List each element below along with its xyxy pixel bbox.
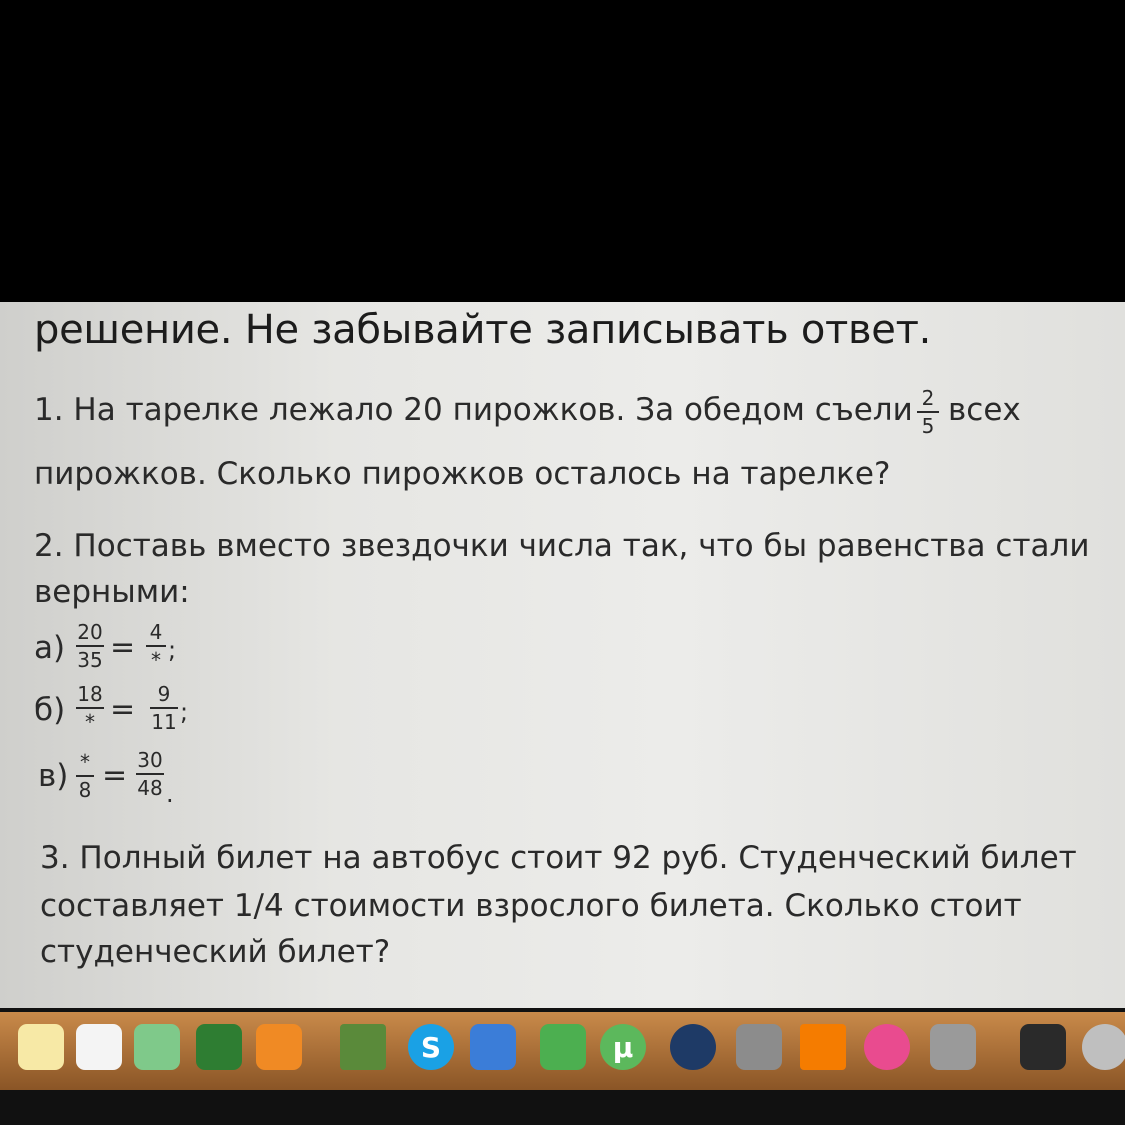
facetime-icon[interactable]: [540, 1024, 586, 1070]
safari-icon[interactable]: [1082, 1024, 1125, 1070]
task1-fraction: [917, 388, 939, 436]
equals-sign: =: [110, 692, 136, 727]
fraction-bar: [150, 707, 178, 709]
notes-icon[interactable]: [18, 1024, 64, 1070]
pages-icon[interactable]: [256, 1024, 302, 1070]
fraction-numerator: 18: [77, 682, 103, 706]
task2-item-b-label: б): [34, 692, 66, 728]
task2-line2: верными:: [34, 574, 190, 610]
maps-icon[interactable]: [134, 1024, 180, 1070]
fraction-denominator: 5: [921, 414, 935, 438]
task1-line1-end: всех: [948, 392, 1021, 428]
task2-item-a-label: а): [34, 630, 66, 666]
fraction-numerator: *: [80, 750, 90, 774]
vlc-icon[interactable]: [800, 1024, 846, 1070]
task1-line1: 1. На тарелке лежало 20 пирожков. За обедом съели: [34, 392, 913, 428]
fraction-numerator: 2: [921, 386, 935, 410]
page-heading: решение. Не забывайте записывать ответ.: [34, 307, 931, 353]
itunes-icon[interactable]: [864, 1024, 910, 1070]
fraction-denominator: 11: [151, 710, 177, 734]
fraction-denominator: *: [151, 648, 161, 672]
task2-item-v-end: .: [166, 780, 174, 808]
keychain-icon[interactable]: [736, 1024, 782, 1070]
task2-item-v-left-fraction: [76, 752, 94, 800]
task2-item-b-left-fraction: [76, 684, 104, 732]
skype-icon[interactable]: S: [408, 1024, 454, 1070]
fraction-numerator: 20: [77, 620, 103, 644]
task2-item-v-right-fraction: [136, 750, 164, 798]
task2-item-b-right-fraction: [150, 684, 178, 732]
fraction-bar: [136, 773, 164, 775]
task3-line1: 3. Полный билет на автобус стоит 92 руб. Студенческий билет: [40, 840, 1077, 876]
fraction-denominator: *: [85, 710, 95, 734]
fraction-denominator: 35: [77, 648, 103, 672]
task2-item-a-right-fraction: [146, 622, 166, 670]
fraction-bar: [76, 707, 104, 709]
task2-item-b-end: ;: [180, 698, 189, 726]
reminders-icon[interactable]: [76, 1024, 122, 1070]
equals-sign: =: [102, 758, 128, 793]
fraction-denominator: 48: [137, 776, 163, 800]
task3-line2: составляет 1/4 стоимости взрослого билета. Сколько стоит: [40, 888, 1022, 924]
dashboard-icon[interactable]: [1020, 1024, 1066, 1070]
fraction-numerator: 9: [157, 682, 171, 706]
utorrent-icon[interactable]: µ: [600, 1024, 646, 1070]
fraction-numerator: 30: [137, 748, 163, 772]
fraction-bar: [76, 645, 104, 647]
keynote-icon[interactable]: [470, 1024, 516, 1070]
task1-line2: пирожков. Сколько пирожков осталось на тарелке?: [34, 456, 891, 492]
minecraft-icon[interactable]: [340, 1024, 386, 1070]
fraction-bar: [76, 775, 94, 777]
numbers-icon[interactable]: [196, 1024, 242, 1070]
task2-item-a-end: ;: [168, 636, 177, 664]
fraction-denominator: 8: [78, 778, 92, 802]
quicktime-icon[interactable]: [670, 1024, 716, 1070]
equals-sign: =: [110, 630, 136, 665]
task3-line3: студенческий билет?: [40, 934, 391, 970]
task2-line1: 2. Поставь вместо звездочки числа так, что бы равенства стали: [34, 528, 1090, 564]
fraction-bar: [146, 645, 166, 647]
photos-icon[interactable]: [930, 1024, 976, 1070]
task2-item-v-label: в): [38, 758, 69, 794]
fraction-bar: [917, 411, 939, 413]
fraction-numerator: 4: [149, 620, 163, 644]
task2-item-a-left-fraction: [76, 622, 104, 670]
